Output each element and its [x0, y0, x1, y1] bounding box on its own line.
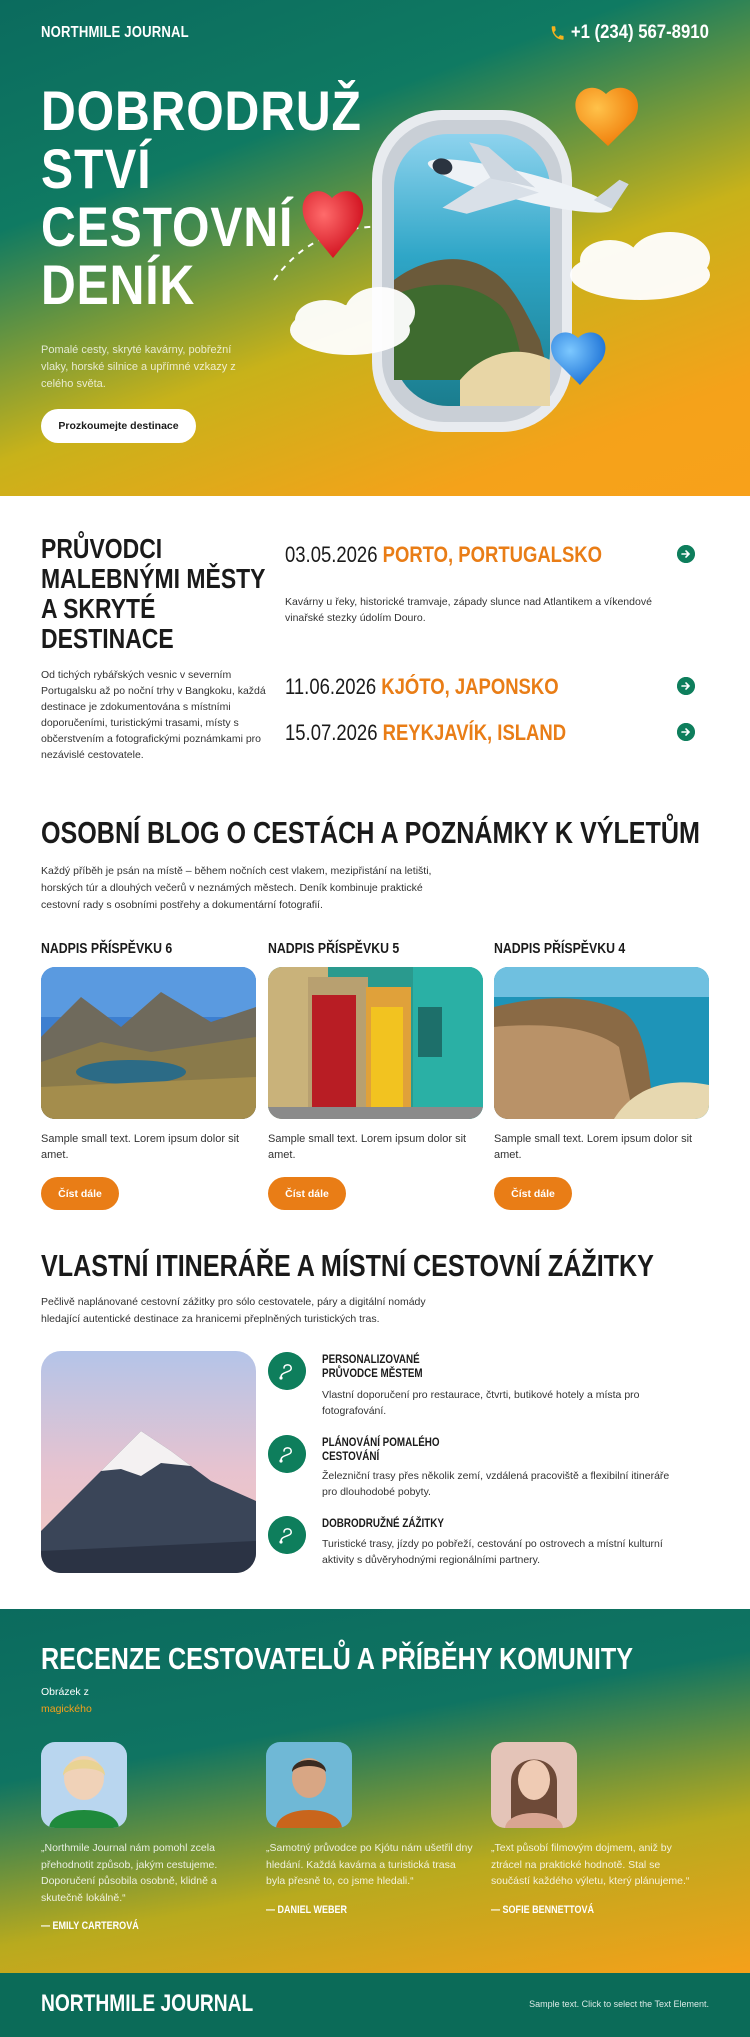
read-more-button[interactable]: Číst dále — [268, 1177, 346, 1210]
blog-post-card — [268, 940, 483, 1210]
event-date: 11.06.2026 — [285, 674, 377, 699]
post-excerpt: Sample small text. Lorem ipsum dolor sit amet. — [41, 1133, 240, 1161]
post-title[interactable]: NADPIS PŘÍSPĚVKU 6 — [41, 940, 173, 957]
feature-title: PERSONALIZOVANÉ PRŮVODCE MĚSTEM — [322, 1352, 423, 1380]
arrow-right-icon[interactable] — [677, 545, 695, 563]
post-image-mountain-lake[interactable] — [41, 967, 256, 1119]
feature-description: Turistické trasy, jízdy po pobřeží, cestování po ostrovech a místní kulturní aktivity s důvěryhodnými regionálními partnery. — [322, 1538, 663, 1566]
avatar — [491, 1742, 577, 1828]
guides-title-line: DESTINACE — [41, 623, 174, 654]
post-image-colorful-doors[interactable] — [268, 967, 483, 1119]
hero-section — [0, 0, 750, 496]
event-date: 03.05.2026 — [285, 542, 378, 567]
mountain-peak-image — [41, 1351, 256, 1573]
route-icon — [268, 1352, 306, 1390]
footer — [0, 1973, 750, 2037]
blog-post-card — [494, 940, 709, 1210]
read-more-button[interactable]: Číst dále — [41, 1177, 119, 1210]
guides-text: Od tichých rybářských vesnic v severním Portugalsku až po noční trhy v Bangkoku, každá destinace je zdokumentována s místními doporučeními, turistickými trasami, místy s občerstvením a fotografickými poznámkami pro nezávislé cestovatele. — [41, 669, 266, 761]
post-excerpt: Sample small text. Lorem ipsum dolor sit amet. — [268, 1133, 467, 1161]
review-card — [41, 1742, 251, 1932]
post-image-coastal-cliff[interactable] — [494, 967, 709, 1119]
reviews-section — [0, 1609, 750, 1973]
hero-title-line: DOBRODRUŽ — [41, 79, 362, 142]
event-kyoto[interactable] — [285, 674, 695, 700]
feature-item — [268, 1516, 698, 1586]
blog-text: Každý příběh je psán na místě – během nočních cest vlakem, mezipřistání na letišti, horských túr a dlouhých večerů v neznámých městech. Deník kombinuje praktické cestovní rady s osobními postřehy a dokumentární fotografií. — [41, 865, 432, 911]
event-description: Kavárny u řeky, historické tramvaje, západy slunce nad Atlantikem a víkendové vinařské stezky údolím Douro. — [285, 596, 652, 624]
review-author: — DANIEL WEBER — [266, 1903, 348, 1916]
post-title[interactable]: NADPIS PŘÍSPĚVKU 5 — [268, 940, 400, 957]
event-porto[interactable] — [285, 542, 695, 568]
review-card — [266, 1742, 476, 1916]
event-place: PORTO, PORTUGALSKO — [382, 542, 603, 567]
guides-title-line: A SKRYTÉ — [41, 593, 156, 624]
feature-description: Vlastní doporučení pro restaurace, čtvrti, butikové hotely a místa pro fotografování. — [322, 1389, 640, 1417]
review-quote: „Samotný průvodce po Kjótu nám ušetřil dny hledání. Každá kavárna a turistická trasa byla přesně to, co jsme hledali.“ — [266, 1842, 473, 1887]
hero-title-line: CESTOVNÍ — [41, 195, 294, 258]
guides-title — [41, 534, 271, 654]
route-icon — [268, 1435, 306, 1473]
feature-item — [268, 1352, 698, 1422]
reviews-title: RECENZE CESTOVATELŮ A PŘÍBĚHY KOMUNITY — [41, 1641, 634, 1676]
event-reykjavik[interactable] — [285, 720, 695, 746]
guides-title-line: MALEBNÝMI MĚSTY — [41, 563, 266, 594]
phone-icon — [550, 24, 566, 42]
avatar — [266, 1742, 352, 1828]
review-author: — EMILY CARTEROVÁ — [41, 1920, 139, 1932]
review-quote: „Northmile Journal nám pomohl zcela přehodnotit způsob, jakým cestujeme. Doporučení působila osobně, klidně a skutečně lokálně.“ — [41, 1842, 218, 1904]
hero-title-line: STVÍ — [41, 137, 152, 200]
airplane-window-illustration — [270, 80, 730, 450]
footer-brand[interactable]: NORTHMILE JOURNAL — [41, 1990, 254, 2017]
reviews-caption-link[interactable]: magického — [41, 1703, 92, 1715]
footer-note: Sample text. Click to select the Text Element. — [529, 1999, 709, 2009]
review-card — [491, 1742, 701, 1916]
feature-item — [268, 1435, 698, 1505]
post-excerpt: Sample small text. Lorem ipsum dolor sit amet. — [494, 1133, 693, 1161]
brand-logo[interactable]: NORTHMILE JOURNAL — [41, 24, 189, 41]
feature-title: DOBRODRUŽNÉ ZÁŽITKY — [322, 1516, 444, 1530]
arrow-right-icon[interactable] — [677, 723, 695, 741]
feature-description: Železniční trasy přes několik zemí, vzdálená pracoviště a flexibilní itineráře pro dlouhodobé pobyty. — [322, 1470, 670, 1498]
arrow-right-icon[interactable] — [677, 677, 695, 695]
itineraries-title: VLASTNÍ ITINERÁŘE A MÍSTNÍ CESTOVNÍ ZÁŽITKY — [41, 1248, 654, 1283]
event-place: REYKJAVÍK, ISLAND — [382, 720, 567, 745]
review-quote: „Text působí filmovým dojmem, aniž by ztrácel na praktické hodnotě. Stal se součástí každého výletu, který plánujeme.“ — [491, 1842, 690, 1887]
explore-destinations-button[interactable]: Prozkoumejte destinace — [41, 409, 196, 443]
route-icon — [268, 1516, 306, 1554]
read-more-button[interactable]: Číst dále — [494, 1177, 572, 1210]
avatar — [41, 1742, 127, 1828]
review-author: — SOFIE BENNETTOVÁ — [491, 1903, 595, 1916]
feature-title: PLÁNOVÁNÍ POMALÉHO CESTOVÁNÍ — [322, 1435, 440, 1463]
itineraries-text: Pečlivě naplánované cestovní zážitky pro sólo cestovatele, páry a digitální nomády hledající autentické destinace za hranicemi přeplněných turistických tras. — [41, 1296, 426, 1325]
phone-link[interactable] — [550, 22, 709, 44]
blog-title: OSOBNÍ BLOG O CESTÁCH A POZNÁMKY K VÝLETŮM — [41, 815, 700, 850]
reviews-caption: Obrázek z — [41, 1686, 89, 1698]
blog-post-card — [41, 940, 256, 1210]
event-place: KJÓTO, JAPONSKO — [381, 674, 559, 699]
hero-subtitle: Pomalé cesty, skryté kavárny, pobřežní vlaky, horské silnice a upřímné vzkazy z celého světa. — [41, 344, 236, 390]
guides-title-line: PRŮVODCI — [41, 533, 163, 564]
event-date: 15.07.2026 — [285, 720, 378, 745]
phone-number: +1 (234) 567-8910 — [570, 22, 709, 43]
post-title[interactable]: NADPIS PŘÍSPĚVKU 4 — [494, 940, 626, 957]
hero-title-line: DENÍK — [41, 253, 196, 316]
